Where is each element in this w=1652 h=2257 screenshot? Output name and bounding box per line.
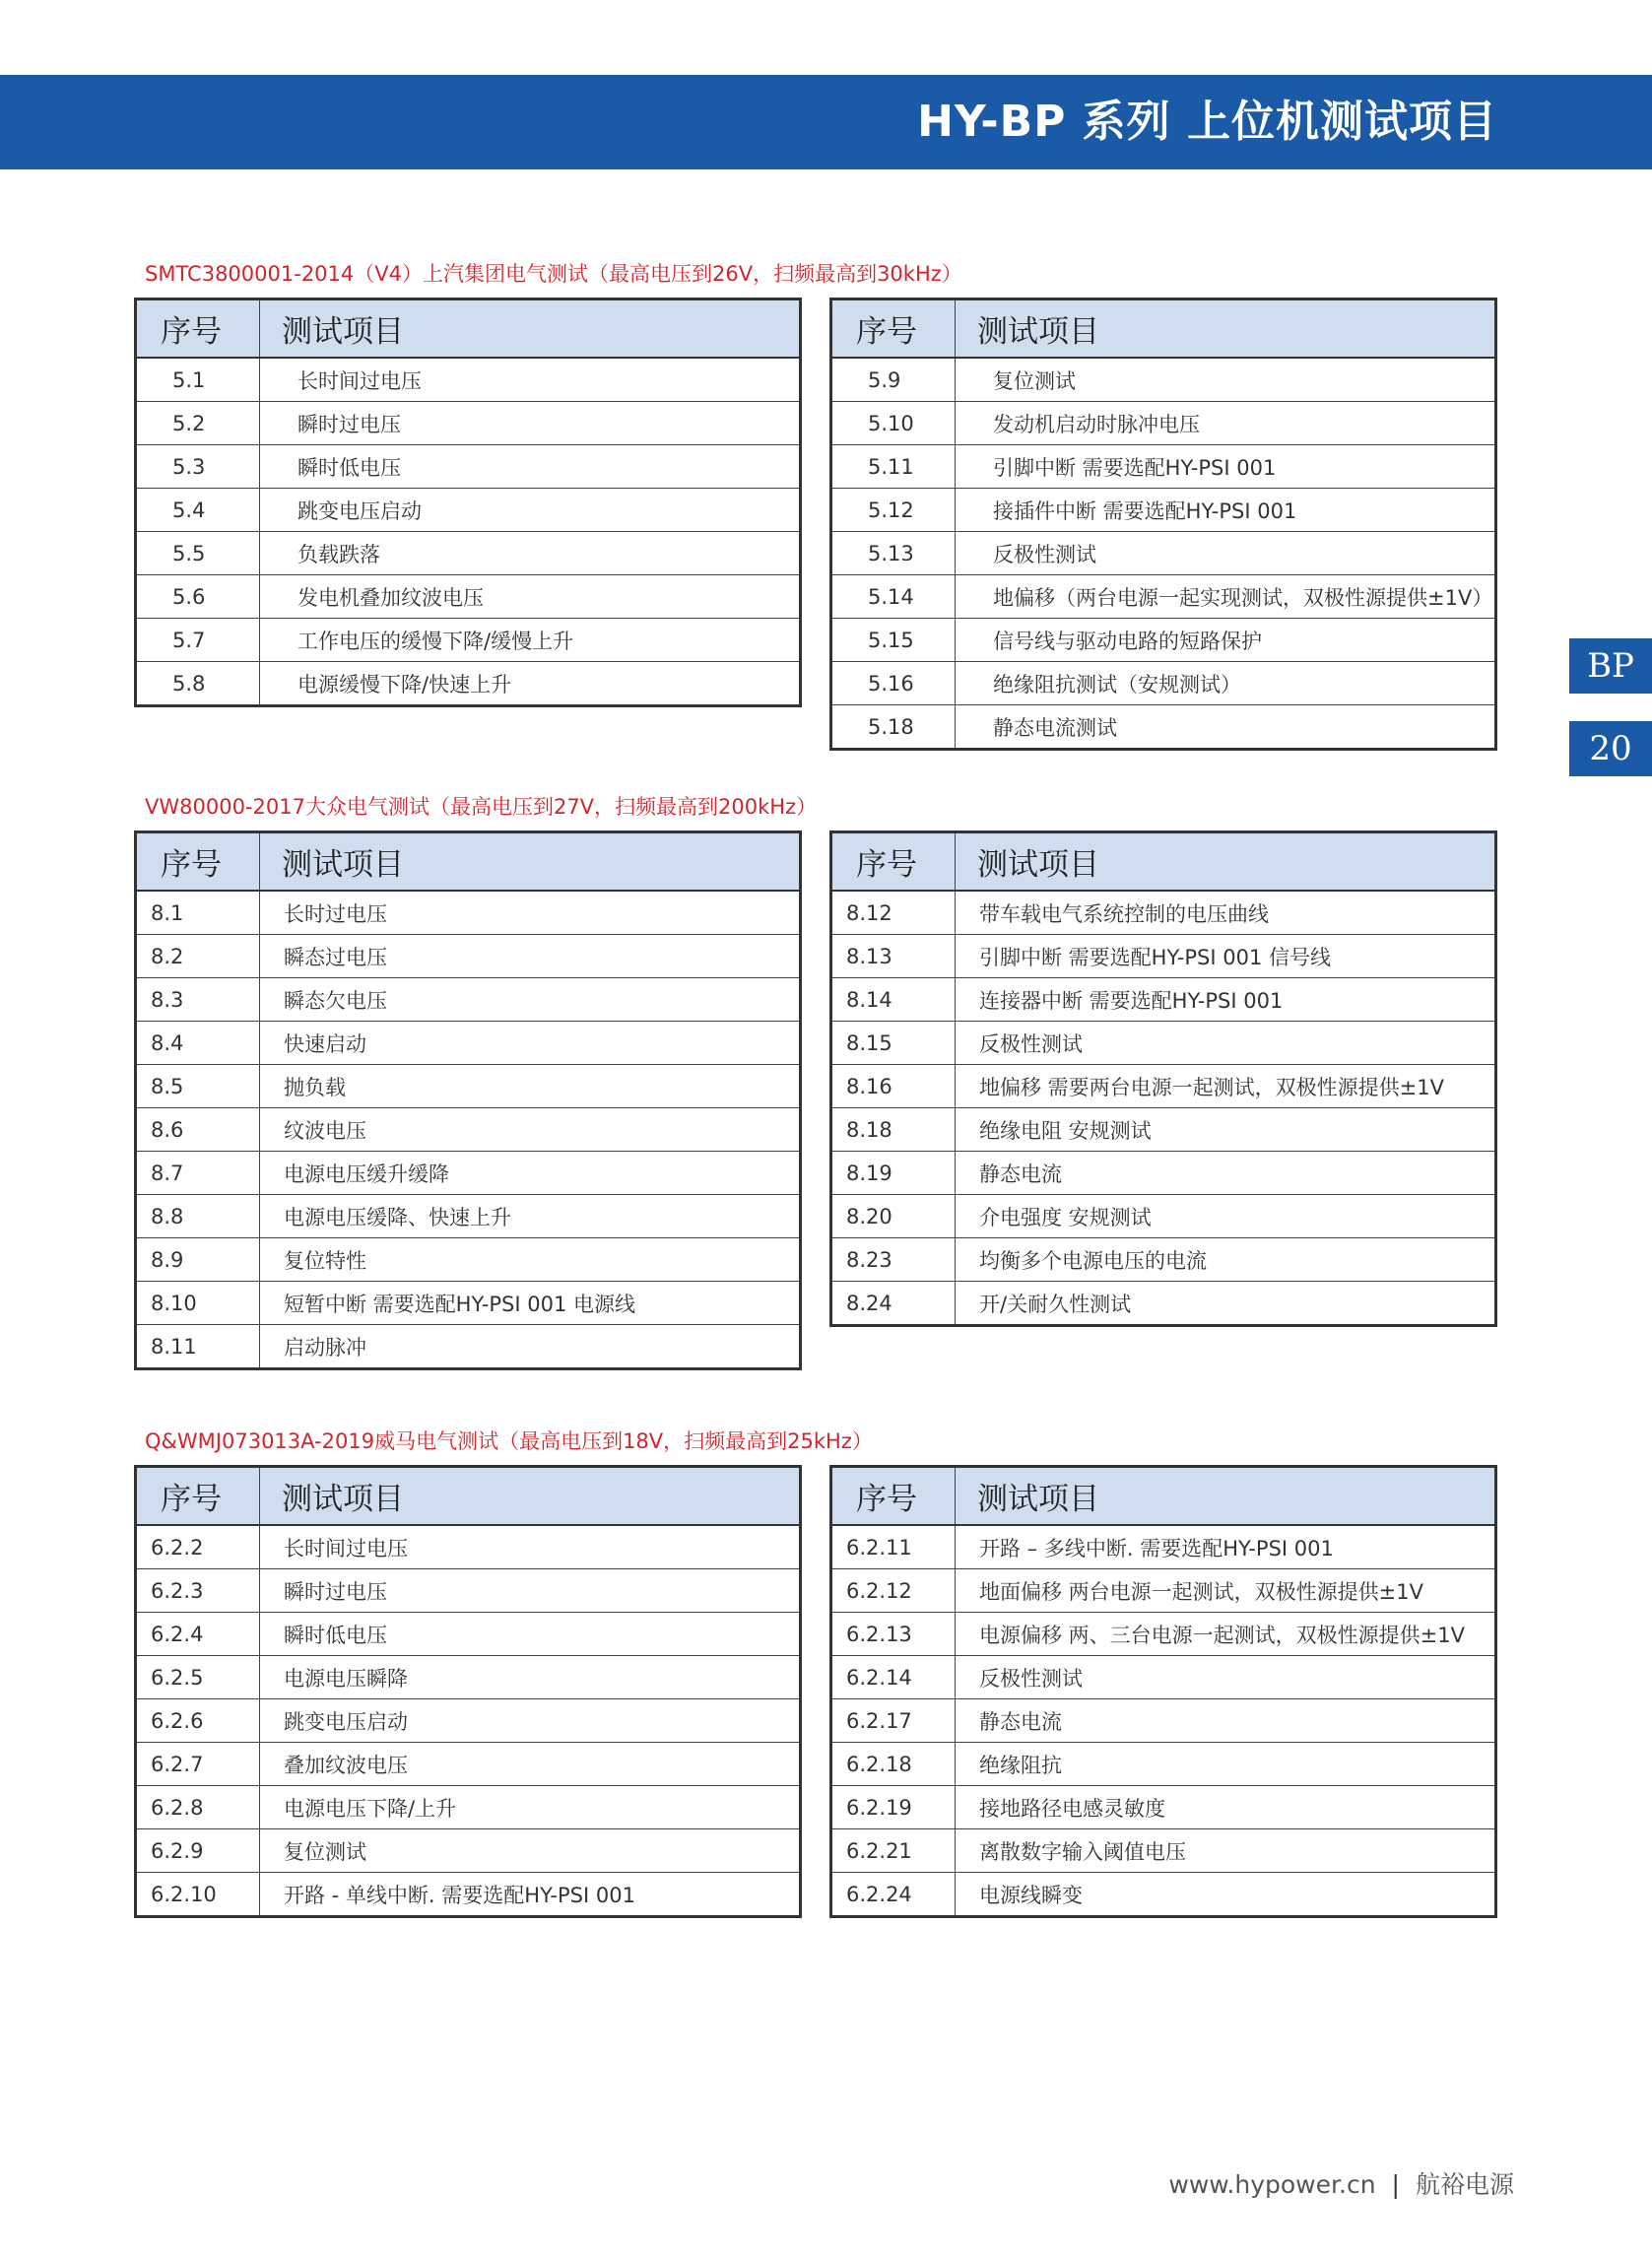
row-test-item: 电源电压缓降、快速上升 <box>260 1195 801 1238</box>
table-row <box>136 935 801 978</box>
row-number: 5.1 <box>136 358 260 402</box>
row-number: 5.10 <box>831 402 956 445</box>
col-header-no: 序号 <box>831 832 956 892</box>
table-row <box>831 445 1496 489</box>
series-tab: BP <box>1569 638 1652 694</box>
row-number: 8.15 <box>831 1022 956 1065</box>
row-number: 6.2.24 <box>831 1873 956 1917</box>
table-row <box>831 532 1496 575</box>
row-number: 6.2.12 <box>831 1569 956 1613</box>
table-row <box>136 1325 801 1369</box>
table-row <box>831 705 1496 750</box>
row-test-item: 叠加纹波电压 <box>260 1743 801 1786</box>
table-row <box>831 1656 1496 1699</box>
table-row <box>136 1065 801 1108</box>
footer <box>1168 2165 1514 2201</box>
row-number: 5.13 <box>831 532 956 575</box>
table-row <box>136 1108 801 1152</box>
table-row <box>136 1699 801 1743</box>
table-row <box>136 1569 801 1613</box>
row-number: 8.14 <box>831 978 956 1022</box>
row-number: 5.2 <box>136 402 260 445</box>
row-test-item: 连接器中断 需要选配HY-PSI 001 <box>956 978 1496 1022</box>
row-test-item: 抛负载 <box>260 1065 801 1108</box>
row-test-item: 接地路径电感灵敏度 <box>956 1786 1496 1829</box>
table-row <box>136 1873 801 1917</box>
row-number: 6.2.18 <box>831 1743 956 1786</box>
col-header-no: 序号 <box>831 1467 956 1526</box>
row-number: 8.3 <box>136 978 260 1022</box>
row-test-item: 反极性测试 <box>956 1656 1496 1699</box>
row-number: 8.7 <box>136 1152 260 1195</box>
table-row <box>136 1152 801 1195</box>
row-test-item: 复位测试 <box>260 1829 801 1873</box>
row-number: 8.12 <box>831 891 956 935</box>
row-test-item: 绝缘阻抗 <box>956 1743 1496 1786</box>
row-number: 6.2.3 <box>136 1569 260 1613</box>
table-row <box>136 402 801 445</box>
table-row <box>831 1613 1496 1656</box>
row-test-item: 瞬态过电压 <box>260 935 801 978</box>
row-test-item: 电源电压下降/上升 <box>260 1786 801 1829</box>
row-test-item: 负载跌落 <box>260 532 801 575</box>
row-number: 5.3 <box>136 445 260 489</box>
row-test-item: 电源线瞬变 <box>979 1883 1083 1907</box>
row-test-item: 发电机叠加纹波电压 <box>260 575 801 619</box>
table-row <box>831 489 1496 532</box>
row-test-item: 接插件中断 需要选配HY-PSI 001 <box>956 489 1496 532</box>
table-row <box>831 1108 1496 1152</box>
row-number: 6.2.10 <box>136 1873 260 1917</box>
table-row <box>136 1743 801 1786</box>
row-test-item: 启动脉冲 <box>284 1335 366 1360</box>
row-test-item: 长时间过电压 <box>260 358 801 402</box>
col-header-no: 序号 <box>136 1467 260 1526</box>
row-number: 5.14 <box>831 575 956 619</box>
table-row <box>831 1065 1496 1108</box>
section-title-weima: Q&WMJ073013A-2019威马电气测试（最高电压到18V，扫频最高到25kHz） <box>145 1429 873 1453</box>
row-test-item: 引脚中断 需要选配HY-PSI 001 信号线 <box>956 935 1496 978</box>
table-row <box>831 1238 1496 1282</box>
row-test-item: 跳变电压启动 <box>260 1699 801 1743</box>
table-row <box>831 1569 1496 1613</box>
row-number: 8.24 <box>831 1282 956 1326</box>
row-test-item: 静态电流测试 <box>993 715 1117 740</box>
row-test-item: 引脚中断 需要选配HY-PSI 001 <box>956 445 1496 489</box>
row-number: 6.2.8 <box>136 1786 260 1829</box>
col-header-no: 序号 <box>136 299 260 359</box>
row-number: 6.2.19 <box>831 1786 956 1829</box>
row-test-item: 离散数字输入阈值电压 <box>956 1829 1496 1873</box>
table-row <box>136 1656 801 1699</box>
row-test-item: 静态电流 <box>956 1699 1496 1743</box>
table-row <box>831 575 1496 619</box>
row-test-item: 地偏移（两台电源一起实现测试，双极性源提供±1V） <box>956 575 1496 619</box>
table-row <box>136 1829 801 1873</box>
row-number: 5.8 <box>136 662 260 706</box>
row-number: 5.16 <box>831 662 956 705</box>
row-number: 6.2.7 <box>136 1743 260 1786</box>
smtc-right-table <box>829 298 1497 751</box>
row-number: 6.2.9 <box>136 1829 260 1873</box>
brand-name: 航裕电源 <box>1415 2170 1514 2199</box>
row-test-item: 瞬态欠电压 <box>260 978 801 1022</box>
row-number: 5.15 <box>831 619 956 662</box>
row-test-item: 反极性测试 <box>956 532 1496 575</box>
table-row <box>136 619 801 662</box>
page-title: HY-BP 系列 上位机测试项目 <box>917 97 1497 147</box>
table-row <box>831 1525 1496 1569</box>
vw-left-table <box>134 830 802 1370</box>
row-number: 8.6 <box>136 1108 260 1152</box>
footer-separator: | <box>1391 2170 1400 2199</box>
table-row <box>831 1282 1496 1326</box>
table-row <box>831 935 1496 978</box>
table-row <box>831 978 1496 1022</box>
row-number: 5.9 <box>831 358 956 402</box>
section-title-smtc: SMTC3800001-2014（V4）上汽集团电气测试（最高电压到26V，扫频最高到30kHz） <box>145 262 962 286</box>
col-header-item: 测试项目 <box>260 832 801 892</box>
row-number: 8.4 <box>136 1022 260 1065</box>
vw-right-table <box>829 830 1497 1327</box>
row-number: 8.20 <box>831 1195 956 1238</box>
smtc-left-table <box>134 298 802 707</box>
table-row <box>136 891 801 935</box>
table-row <box>136 1195 801 1238</box>
row-test-item: 复位特性 <box>260 1238 801 1282</box>
row-test-item: 瞬时过电压 <box>260 402 801 445</box>
table-row <box>831 1829 1496 1873</box>
row-test-item: 复位测试 <box>956 358 1496 402</box>
row-number: 5.7 <box>136 619 260 662</box>
row-number: 6.2.21 <box>831 1829 956 1873</box>
row-test-item: 瞬时过电压 <box>260 1569 801 1613</box>
table-row <box>831 402 1496 445</box>
row-test-item: 静态电流 <box>956 1152 1496 1195</box>
col-header-item: 测试项目 <box>260 1467 801 1526</box>
row-number: 5.11 <box>831 445 956 489</box>
row-test-item: 开路 - 单线中断. 需要选配HY-PSI 001 <box>284 1883 635 1907</box>
row-number: 6.2.11 <box>831 1525 956 1569</box>
col-header-item: 测试项目 <box>956 299 1496 359</box>
table-row <box>831 1743 1496 1786</box>
table-row <box>136 978 801 1022</box>
row-number: 6.2.6 <box>136 1699 260 1743</box>
table-row <box>136 1022 801 1065</box>
table-row <box>831 1786 1496 1829</box>
table-row <box>136 1525 801 1569</box>
section-title-vw: VW80000-2017大众电气测试（最高电压到27V，扫频最高到200kHz） <box>145 795 818 819</box>
row-number: 8.5 <box>136 1065 260 1108</box>
row-number: 6.2.14 <box>831 1656 956 1699</box>
website-link[interactable]: www.hypower.cn <box>1168 2170 1376 2199</box>
row-test-item: 电源电压瞬降 <box>260 1656 801 1699</box>
row-test-item: 均衡多个电源电压的电流 <box>956 1238 1496 1282</box>
table-row <box>136 532 801 575</box>
table-row <box>136 1786 801 1829</box>
row-test-item: 电源缓慢下降/快速上升 <box>297 672 512 697</box>
row-test-item: 电源偏移 两、三台电源一起测试，双极性源提供±1V <box>956 1613 1496 1656</box>
row-number: 5.12 <box>831 489 956 532</box>
row-number: 5.5 <box>136 532 260 575</box>
row-test-item: 地面偏移 两台电源一起测试，双极性源提供±1V <box>956 1569 1496 1613</box>
row-test-item: 反极性测试 <box>956 1022 1496 1065</box>
row-number: 8.23 <box>831 1238 956 1282</box>
weima-left-table <box>134 1465 802 1918</box>
table-row <box>136 489 801 532</box>
row-test-item: 长时间过电压 <box>260 1525 801 1569</box>
row-number: 8.11 <box>136 1325 260 1369</box>
table-row <box>136 1613 801 1656</box>
row-test-item: 绝缘电阻 安规测试 <box>956 1108 1496 1152</box>
table-row <box>831 662 1496 705</box>
table-row <box>831 1873 1496 1917</box>
row-number: 8.19 <box>831 1152 956 1195</box>
table-row <box>831 1022 1496 1065</box>
row-number: 6.2.13 <box>831 1613 956 1656</box>
row-test-item: 瞬时低电压 <box>260 1613 801 1656</box>
row-number: 5.4 <box>136 489 260 532</box>
row-test-item: 带车载电气系统控制的电压曲线 <box>956 891 1496 935</box>
row-test-item: 工作电压的缓慢下降/缓慢上升 <box>260 619 801 662</box>
table-row <box>831 619 1496 662</box>
page-number-tab: 20 <box>1569 721 1652 776</box>
row-test-item: 地偏移 需要两台电源一起测试，双极性源提供±1V <box>956 1065 1496 1108</box>
table-row <box>831 1152 1496 1195</box>
table-row <box>136 445 801 489</box>
row-test-item: 信号线与驱动电路的短路保护 <box>956 619 1496 662</box>
row-test-item: 开路 – 多线中断. 需要选配HY-PSI 001 <box>956 1525 1496 1569</box>
row-number: 8.2 <box>136 935 260 978</box>
row-test-item: 快速启动 <box>260 1022 801 1065</box>
row-number: 8.8 <box>136 1195 260 1238</box>
row-test-item: 发动机启动时脉冲电压 <box>956 402 1496 445</box>
row-number: 6.2.17 <box>831 1699 956 1743</box>
table-row <box>831 358 1496 402</box>
row-test-item: 长时过电压 <box>260 891 801 935</box>
col-header-item: 测试项目 <box>956 1467 1496 1526</box>
table-row <box>136 575 801 619</box>
row-number: 6.2.5 <box>136 1656 260 1699</box>
row-test-item: 短暂中断 需要选配HY-PSI 001 电源线 <box>260 1282 801 1325</box>
col-header-no: 序号 <box>136 832 260 892</box>
row-number: 8.1 <box>136 891 260 935</box>
col-header-item: 测试项目 <box>956 832 1496 892</box>
table-row <box>831 1195 1496 1238</box>
row-test-item: 介电强度 安规测试 <box>956 1195 1496 1238</box>
row-number: 6.2.4 <box>136 1613 260 1656</box>
row-test-item: 跳变电压启动 <box>260 489 801 532</box>
col-header-item: 测试项目 <box>260 299 801 359</box>
table-row <box>831 891 1496 935</box>
row-test-item: 绝缘阻抗测试（安规测试） <box>956 662 1496 705</box>
row-test-item: 纹波电压 <box>260 1108 801 1152</box>
row-number: 5.6 <box>136 575 260 619</box>
table-row <box>136 1282 801 1325</box>
col-header-no: 序号 <box>831 299 956 359</box>
row-number: 8.16 <box>831 1065 956 1108</box>
row-number: 8.13 <box>831 935 956 978</box>
row-number: 8.10 <box>136 1282 260 1325</box>
weima-right-table <box>829 1465 1497 1918</box>
row-number: 8.18 <box>831 1108 956 1152</box>
table-row <box>831 1699 1496 1743</box>
table-row <box>136 1238 801 1282</box>
row-test-item: 电源电压缓升缓降 <box>260 1152 801 1195</box>
row-number: 6.2.2 <box>136 1525 260 1569</box>
row-number: 8.9 <box>136 1238 260 1282</box>
row-test-item: 瞬时低电压 <box>260 445 801 489</box>
table-row <box>136 662 801 706</box>
row-number: 5.18 <box>831 705 956 750</box>
table-row <box>136 358 801 402</box>
row-test-item: 开/关耐久性测试 <box>979 1292 1132 1316</box>
